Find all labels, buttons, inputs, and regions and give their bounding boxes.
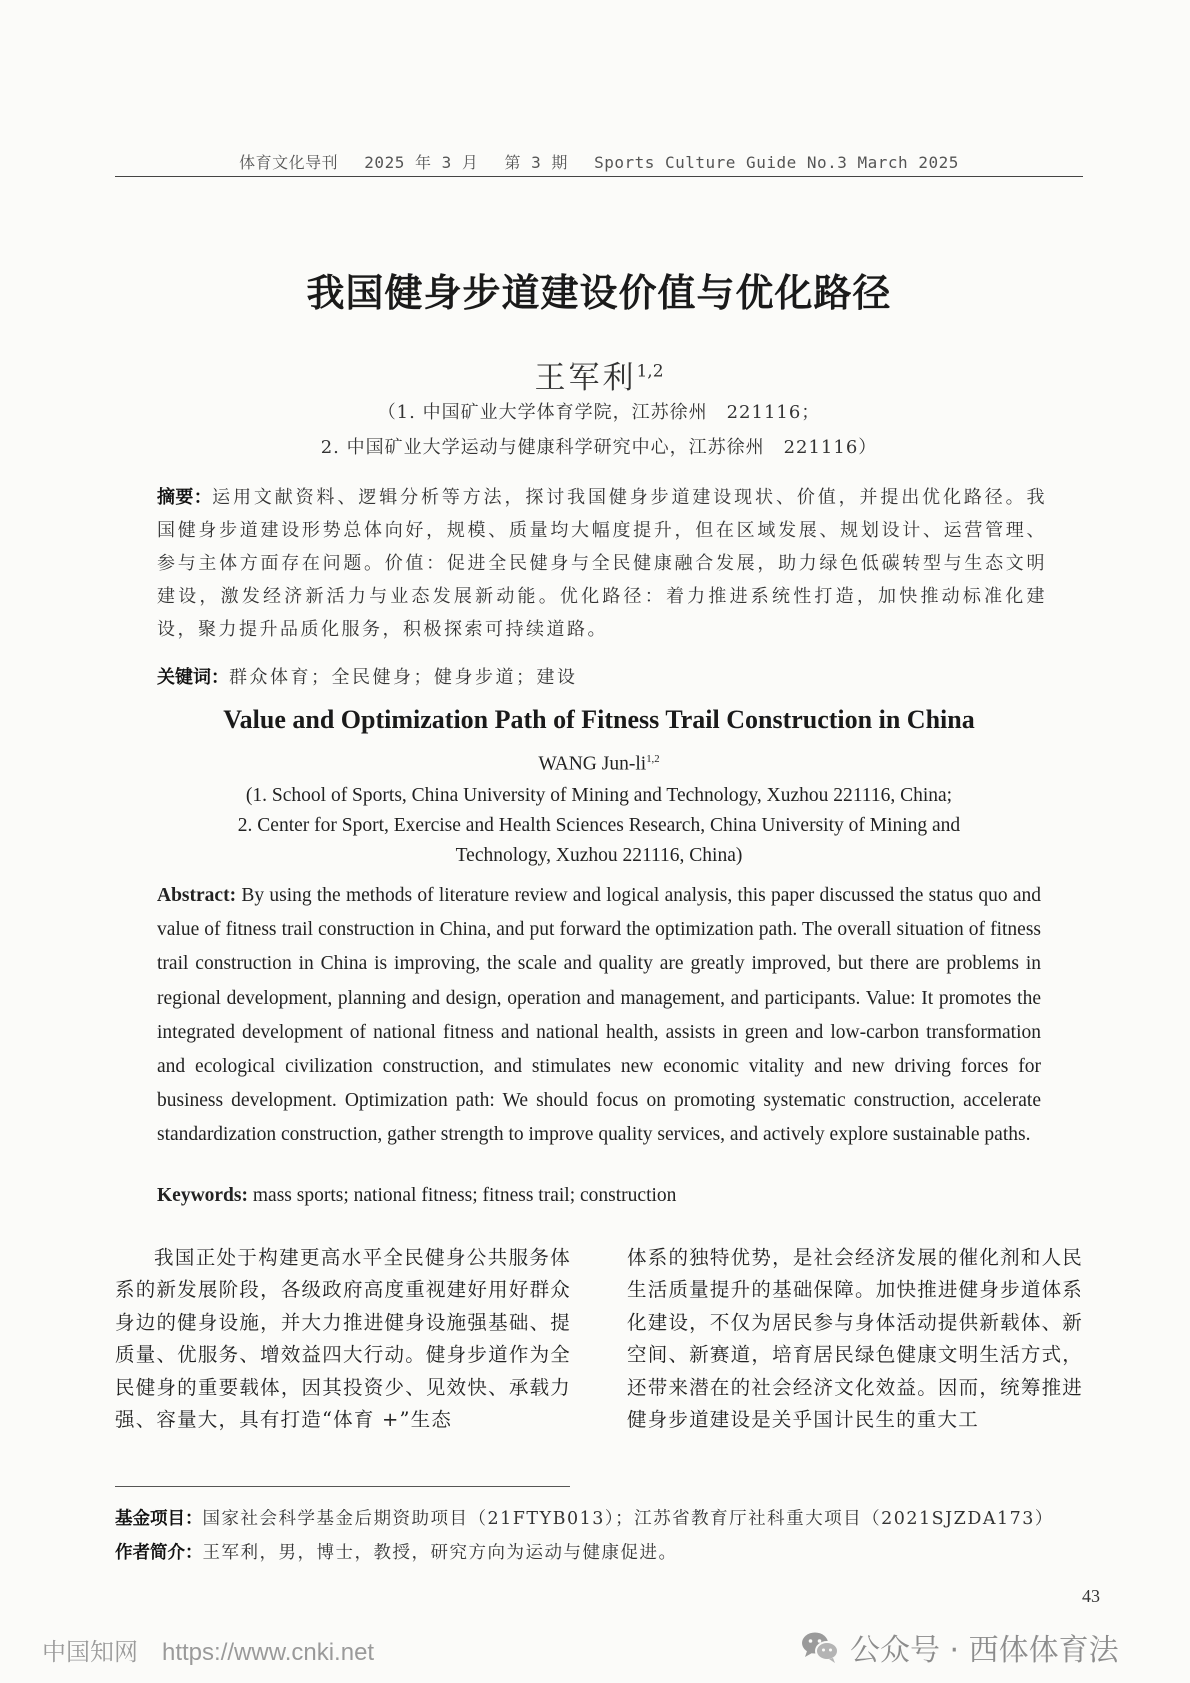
page-number: 43 — [1082, 1586, 1100, 1606]
wechat-icon — [800, 1630, 840, 1664]
footnote-funding — [115, 1505, 1095, 1530]
abstract-en — [157, 879, 1041, 1153]
abstract-en-text: By using the methods of literature review and logical analysis, this paper discussed the status quo and value of fitness trail construction in China, and put forward the optimization path. The overall situation of fitness trail construction in China is improving, the scale and quality are greatly improved, but there are problems in regional development, planning and design, operation and management, and participants. Value: It promotes the integrated development of national fitness and national health, assists in green and low-carbon transformation and ecological civilization construction, and stimulates new economic vitality and new driving forces for business development. Optimization path: We should focus on promoting systematic construction, accelerate standardization construction, gather strength to improve quality services, and actively explore sustainable paths. — [157, 885, 1042, 1146]
funding-text: 国家社会科学基金后期资助项目（21FTYB013）；江苏省教育厅社科重大项目（2021SJZDA173） — [202, 1509, 1054, 1529]
author-cn — [115, 352, 1083, 397]
affiliation-en-line-2: 2. Center for Sport, Exercise and Health Sciences Research, China University of Mining and — [237, 815, 961, 836]
abstract-en-label: Abstract: — [157, 885, 237, 906]
keywords-cn — [157, 661, 1047, 694]
cnki-watermark — [42, 1632, 374, 1667]
abstract-cn-text: 运用文献资料、逻辑分析等方法，探讨我国健身步道建设现状、价值，并提出优化路径。我国健身步道建设形势总体向好，规模、质量均大幅度提升，但在区域发展、规划设计、运营管理、参与主体方面存在问题。价值：促进全民健身与全民健康融合发展，助力绿色低碳转型与生态文明建设，激发经济新活力与业态发展新动能。优化路径：着力推进系统性打造，加快推动标准化建设，聚力提升品质化服务，积极探索可持续道路。 — [157, 487, 1048, 640]
body-paragraph-left: 我国正处于构建更高水平全民健身公共服务体系的新发展阶段，各级政府高度重视建好用好群众身边的健身设施，并大力推进健身设施强基础、提质量、优服务、增效益四大行动。健身步道作为全民健身的重要载体，因其投资少、见效快、承载力强、容量大，具有打造“体育 +”生态 — [115, 1246, 571, 1432]
author-affiliation-marker: 1,2 — [636, 361, 664, 382]
affiliation-cn-line-2: 2. 中国矿业大学运动与健康科学研究中心，江苏徐州 221116） — [320, 437, 878, 458]
issue-number-cn: 第 3 期 — [504, 153, 568, 172]
footnote-divider — [115, 1486, 570, 1487]
cnki-name: 中国知网 — [42, 1639, 138, 1666]
body-column-left — [115, 1242, 571, 1436]
author-bio-text: 王军利，男，博士，教授，研究方向为运动与健康促进。 — [202, 1543, 678, 1563]
keywords-cn-text: 群众体育；全民健身；健身步道；建设 — [229, 667, 578, 688]
author-name-cn: 王军利 — [534, 360, 637, 396]
wechat-account-name: 公众号 · 西体体育法 — [850, 1633, 1119, 1668]
footnote-author-bio — [115, 1539, 1095, 1564]
body-paragraph-right: 体系的独特优势，是社会经济发展的催化剂和人民生活质量提升的基础保障。加快推进健身步道体系化建设，不仅为居民参与身体活动提供新载体、新空间、新赛道，培育居民绿色健康文明生活方式，还带来潜在的社会经济文化效益。因而，统筹推进健身步道建设是关乎国计民生的重大工 — [627, 1246, 1083, 1432]
article-title-en: Value and Optimization Path of Fitness Trail Construction in China — [223, 705, 975, 734]
affiliation-en-line-1: (1. School of Sports, China University of Mining and Technology, Xuzhou 221116, China; — [245, 785, 953, 806]
header-divider — [115, 176, 1083, 177]
journal-name-en: Sports Culture Guide No.3 March 2025 — [594, 153, 959, 172]
affiliation-cn-line-1: （1. 中国矿业大学体育学院，江苏徐州 221116； — [377, 402, 821, 423]
cnki-url: https://www.cnki.net — [162, 1639, 375, 1666]
journal-name-cn: 体育文化导刊 — [239, 153, 339, 172]
author-bio-label: 作者简介： — [115, 1543, 203, 1563]
author-affiliation-marker-en: 1,2 — [646, 753, 660, 765]
article-title-cn: 我国健身步道建设价值与优化路径 — [306, 271, 892, 315]
author-en — [115, 753, 1083, 776]
wechat-watermark — [800, 1628, 1119, 1666]
affiliation-en-line-3: Technology, Xuzhou 221116, China) — [455, 845, 743, 866]
funding-label: 基金项目： — [115, 1509, 203, 1529]
keywords-en-text: mass sports; national fitness; fitness trail; construction — [252, 1185, 677, 1206]
issue-date-cn: 2025 年 3 月 — [364, 153, 479, 172]
keywords-en-label: Keywords: — [157, 1185, 248, 1206]
keywords-cn-label: 关键词： — [157, 667, 229, 688]
abstract-cn — [157, 481, 1047, 646]
abstract-cn-label: 摘要： — [157, 487, 213, 508]
author-name-en: WANG Jun-li — [538, 753, 647, 775]
running-header — [115, 150, 1083, 173]
body-column-right — [627, 1242, 1083, 1436]
keywords-en — [157, 1185, 1041, 1207]
